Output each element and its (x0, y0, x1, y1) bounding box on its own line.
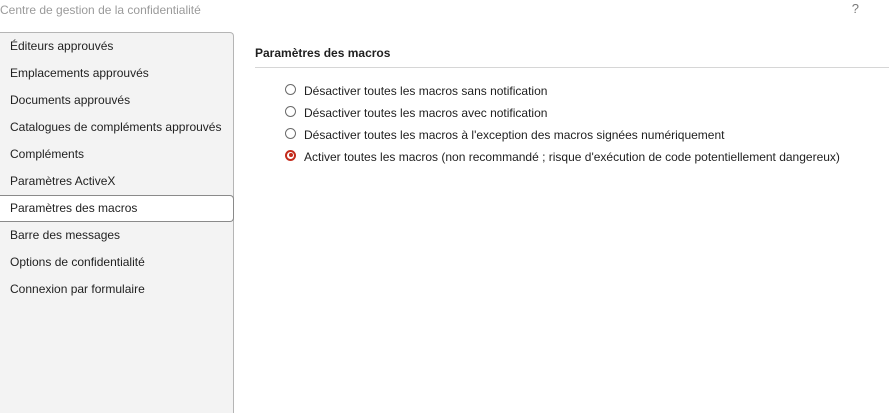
sidebar-item-trusted-publishers[interactable]: Éditeurs approuvés (10, 39, 114, 53)
help-button[interactable]: ? (851, 1, 859, 16)
sidebar-item-macro-settings[interactable]: Paramètres des macros (0, 195, 234, 222)
macro-options-group (285, 80, 889, 168)
sidebar-nav (0, 32, 234, 413)
radio-button[interactable] (285, 106, 296, 117)
sidebar-item-message-bar[interactable]: Barre des messages (10, 228, 121, 242)
option-disable-except-signed[interactable] (285, 124, 889, 146)
sidebar-item-trusted-documents[interactable]: Documents approuvés (10, 93, 131, 107)
section-title: Paramètres des macros (255, 40, 889, 68)
sidebar-item-activex-settings[interactable]: Paramètres ActiveX (10, 174, 116, 188)
option-label: Désactiver toutes les macros sans notification (304, 84, 548, 98)
window-title: Centre de gestion de la confidentialité (0, 3, 201, 17)
option-enable-all[interactable] (285, 146, 889, 168)
sidebar-item-trusted-addin-catalogs[interactable]: Catalogues de compléments approuvés (10, 120, 222, 134)
radio-button-selected[interactable] (285, 150, 296, 161)
option-disable-with-notification[interactable] (285, 102, 889, 124)
option-label: Activer toutes les macros (non recommandé ; risque d'exécution de code potentiellement dangereux) (304, 150, 840, 164)
sidebar-item-form-based-signin[interactable]: Connexion par formulaire (10, 282, 145, 296)
radio-button[interactable] (285, 84, 296, 95)
sidebar-item-trusted-locations[interactable]: Emplacements approuvés (10, 66, 149, 80)
sidebar-item-privacy-options[interactable]: Options de confidentialité (10, 255, 145, 269)
sidebar-item-addins[interactable]: Compléments (10, 147, 85, 161)
radio-button[interactable] (285, 128, 296, 139)
option-label: Désactiver toutes les macros avec notification (304, 106, 548, 120)
title-bar (0, 0, 889, 22)
option-label: Désactiver toutes les macros à l'exception des macros signées numériquement (304, 128, 725, 142)
option-disable-no-notification[interactable] (285, 80, 889, 102)
macro-settings-panel (255, 40, 889, 168)
